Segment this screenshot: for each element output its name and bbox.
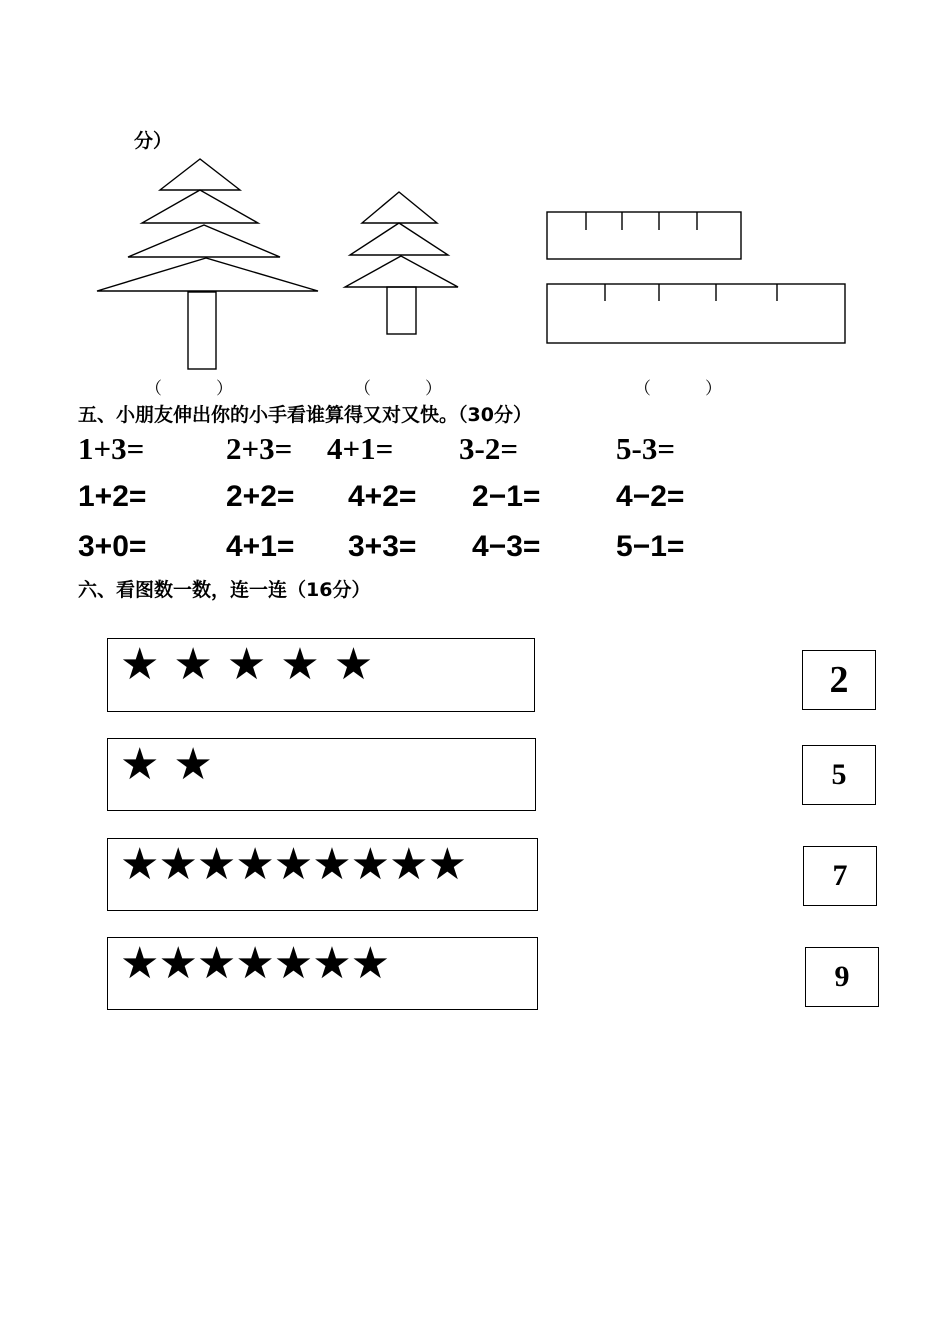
big-tree [97, 159, 318, 369]
equation: 4−3= [472, 530, 541, 563]
equation: 3-2= [459, 431, 518, 466]
equation: 2+3= [226, 431, 293, 466]
star-group: ★★★★★★★ [120, 938, 390, 989]
number-box-4: 9 [805, 947, 879, 1007]
equation: 4+1= [327, 431, 394, 466]
long-ruler [547, 284, 845, 343]
answer-paren-big-tree: （ ） [145, 379, 234, 399]
section4-score-fragment: 分） [134, 130, 173, 152]
star-group: ★★★★★★★★★ [120, 839, 467, 890]
short-ruler [547, 212, 741, 259]
equation: 4+2= [348, 480, 417, 513]
equation: 1+3= [78, 431, 145, 466]
equation: 2−1= [472, 480, 541, 513]
number-box-2: 5 [802, 745, 876, 805]
equation: 3+3= [348, 530, 417, 563]
equation: 5−1= [616, 530, 685, 563]
section6-heading: 六、看图数一数，连一连（16分） [78, 579, 371, 601]
star-box-4 [107, 937, 538, 1010]
section5-heading: 五、小朋友伸出你的小手看谁算得又对又快。（30分） [78, 404, 532, 426]
equation: 4+1= [226, 530, 295, 563]
star-box-1 [107, 638, 535, 712]
equation: 2+2= [226, 480, 295, 513]
star-group: ★ ★ ★ ★ ★ [120, 639, 374, 690]
answer-paren-small-tree: （ ） [354, 379, 443, 399]
figures-illustration [0, 0, 950, 400]
number-box-3: 7 [803, 846, 877, 906]
small-tree [345, 192, 458, 334]
star-group: ★ ★ [120, 739, 213, 790]
star-box-2 [107, 738, 536, 811]
number-box-1: 2 [802, 650, 876, 710]
equation: 1+2= [78, 480, 147, 513]
equation: 5-3= [616, 431, 675, 466]
star-box-3 [107, 838, 538, 911]
equation: 3+0= [78, 530, 147, 563]
equation: 4−2= [616, 480, 685, 513]
answer-paren-rulers: （ ） [634, 379, 723, 399]
